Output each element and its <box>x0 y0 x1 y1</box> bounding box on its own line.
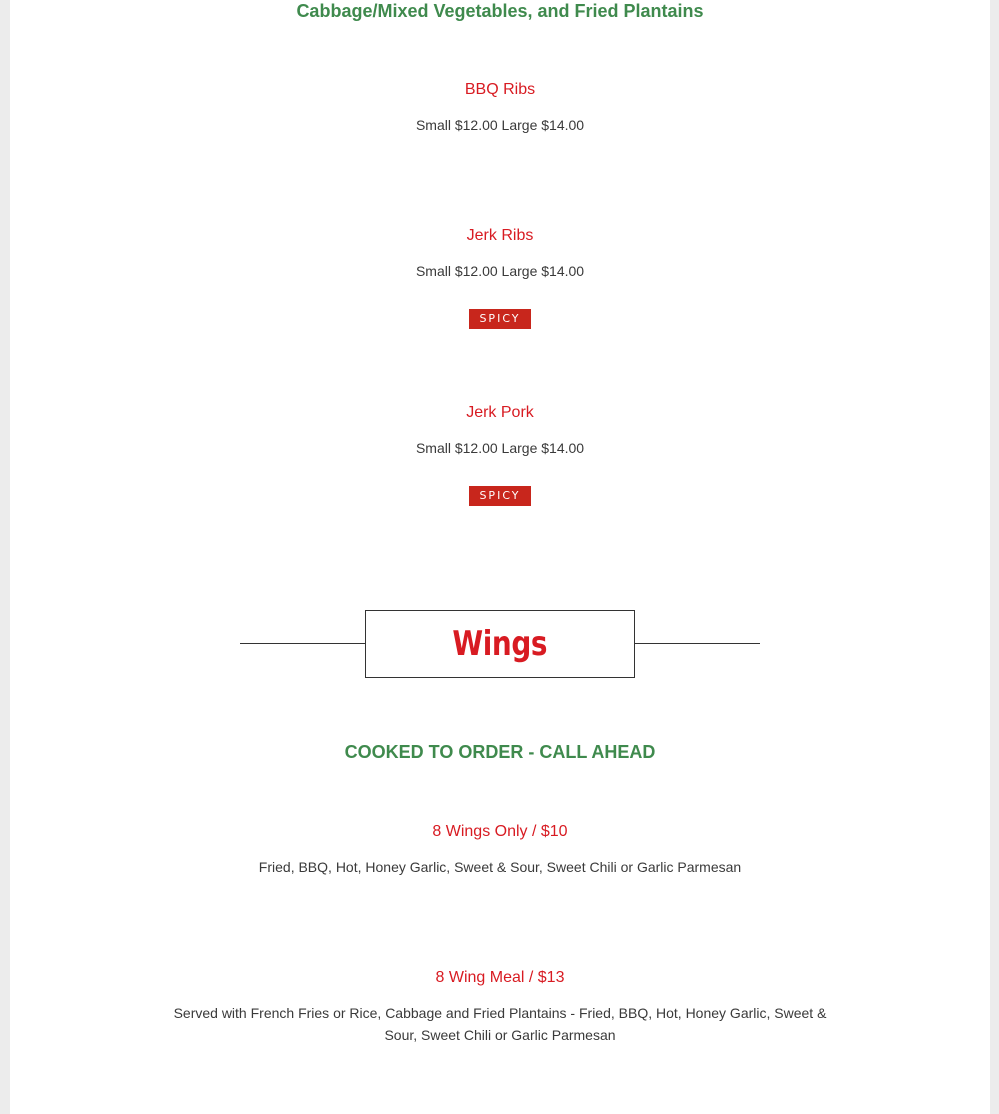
menu-item-desc-8-wing-meal: Served with French Fries or Rice, Cabbage and Fried Plantains - Fried, BBQ, Hot, Honey Garlic, Sweet & Sour, Sweet Chili or Garlic Parmesan <box>173 1005 827 1043</box>
menu-item-title-8-wings-only: 8 Wings Only / $10 <box>432 823 568 840</box>
menu-page <box>10 0 990 1114</box>
category-subheading: Cabbage/Mixed Vegetables, and Fried Plantains <box>296 1 704 21</box>
menu-item-title-8-wing-meal: 8 Wing Meal / $13 <box>435 969 565 986</box>
section-note: COOKED TO ORDER - CALL AHEAD <box>344 742 656 762</box>
menu-item-title-jerk-ribs: Jerk Ribs <box>466 227 534 244</box>
menu-item-desc-8-wings-only: Fried, BBQ, Hot, Honey Garlic, Sweet & Sour, Sweet Chili or Garlic Parmesan <box>258 859 742 875</box>
spicy-badge: SPICY <box>469 486 531 506</box>
section-title: Wings <box>452 624 548 664</box>
menu-item-title-jerk-pork: Jerk Pork <box>466 404 534 421</box>
spicy-badge: SPICY <box>469 309 531 329</box>
menu-item-price-jerk-ribs: Small $12.00 Large $14.00 <box>415 263 585 279</box>
menu-item-price-jerk-pork: Small $12.00 Large $14.00 <box>415 440 585 456</box>
menu-item-price-bbq-ribs: Small $12.00 Large $14.00 <box>415 117 585 133</box>
section-divider-left <box>240 643 366 644</box>
menu-item-title-bbq-ribs: BBQ Ribs <box>464 81 536 98</box>
section-divider-right <box>634 643 760 644</box>
section-title-box <box>365 610 635 678</box>
